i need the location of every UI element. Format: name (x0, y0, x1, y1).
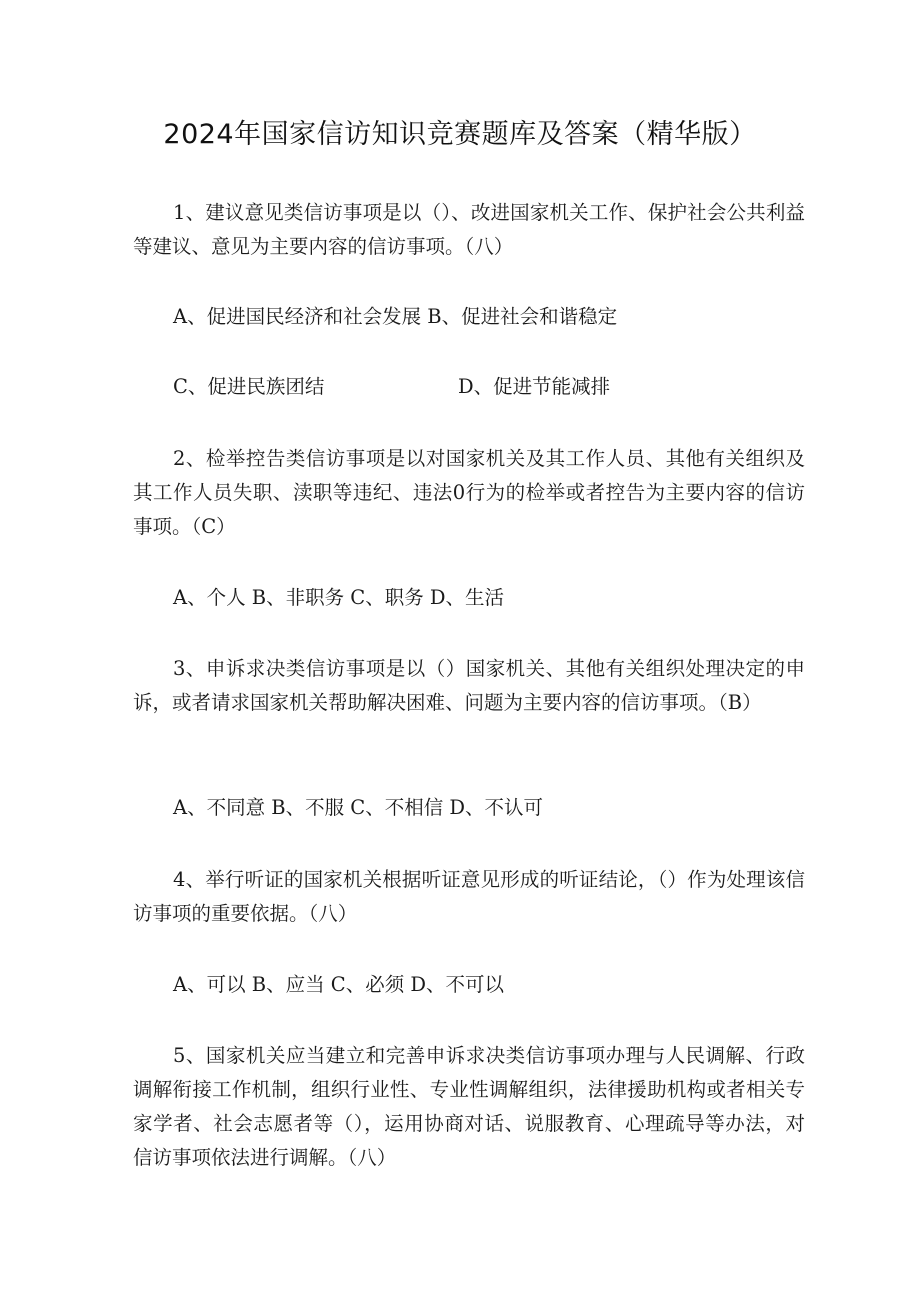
question-2: 2、检举控告类信访事项是以对国家机关及其工作人员、其他有关组织及其工作人员失职、渎职等违纪、违法0行为的检举或者控告为主要内容的信访事项。（C） (133, 447, 805, 538)
question-1-options-cd (173, 370, 610, 404)
question-1-options-ab: A、促进国民经济和社会发展 B、促进社会和谐稳定 (173, 305, 618, 328)
question-2-options: A、个人 B、非职务 C、职务 D、生活 (173, 586, 505, 609)
question-4-options: A、可以 B、应当 C、必须 D、不可以 (173, 973, 505, 996)
question-1-option-d: D、促进节能减排 (458, 375, 611, 398)
question-1-option-c: C、促进民族团结 (173, 375, 325, 398)
question-3: 3、申诉求决类信访事项是以（）国家机关、其他有关组织处理决定的申诉，或者请求国家机关帮助解决困难、问题为主要内容的信访事项。（B） (133, 657, 805, 714)
question-3-options: A、不同意 B、不服 C、不相信 D、不认可 (173, 796, 544, 819)
document-title: 2024年国家信访知识竞赛题库及答案（精华版） (163, 119, 757, 150)
question-4: 4、举行听证的国家机关根据听证意见形成的听证结论，（）作为处理该信访事项的重要依据。（八） (133, 868, 805, 925)
question-1: 1、建议意见类信访事项是以（）、改进国家机关工作、保护社会公共利益等建议、意见为主要内容的信访事项。（八） (133, 201, 805, 258)
question-5: 5、国家机关应当建立和完善申诉求决类信访事项办理与人民调解、行政调解衔接工作机制，组织行业性、专业性调解组织，法律援助机构或者相关专家学者、社会志愿者等（），运用协商对话、说服教育、心理疏导等办法，对信访事项依法进行调解。（八） (133, 1044, 805, 1169)
